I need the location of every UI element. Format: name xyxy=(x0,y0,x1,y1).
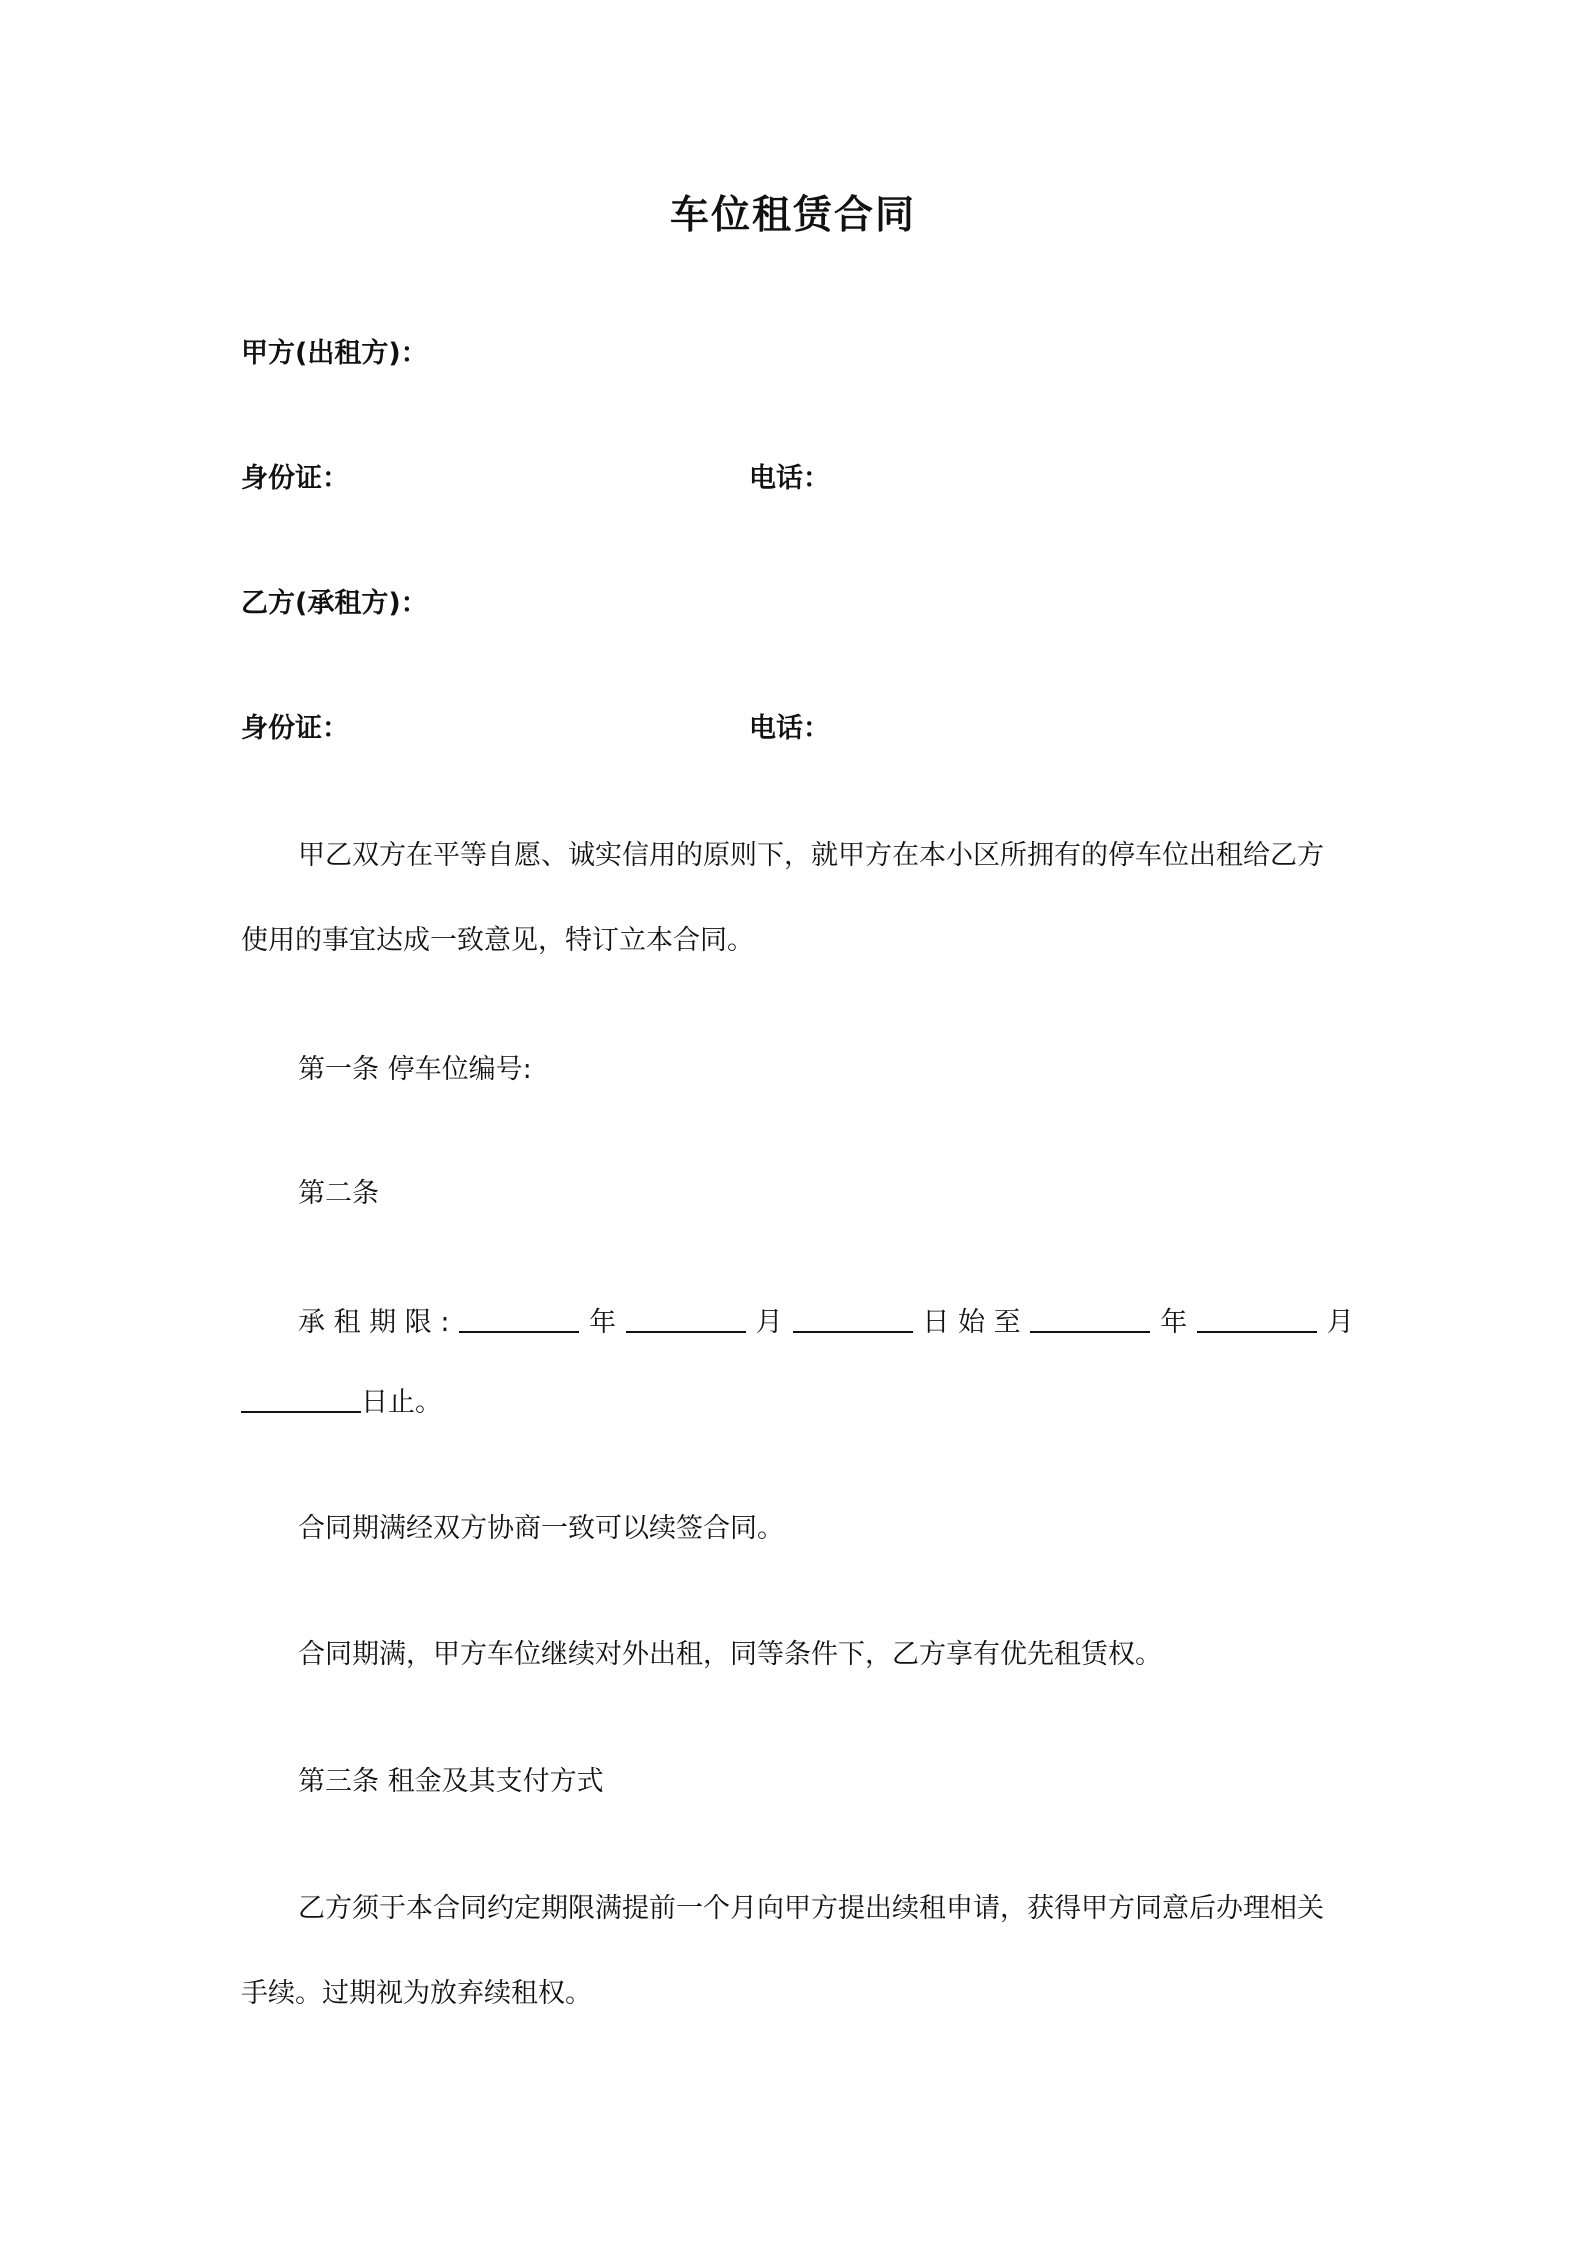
lease-term-end-line xyxy=(241,1389,442,1416)
intro-line-1: 甲乙双方在平等自愿、诚实信用的原则下，就甲方在本小区所拥有的停车位出租给乙方 xyxy=(298,840,1324,871)
intro-line-2: 使用的事宜达成一致意见，特订立本合同。 xyxy=(241,925,754,956)
lease-term-line xyxy=(298,1309,1354,1336)
notice-line-2: 手续。过期视为放弃续租权。 xyxy=(241,1978,592,2009)
end-month-unit: 月 xyxy=(1326,1307,1354,1338)
party-a-label: 甲方(出租方)： xyxy=(241,338,428,369)
end-day-unit: 日止。 xyxy=(361,1387,442,1418)
renewal-clause: 合同期满经双方协商一致可以续签合同。 xyxy=(298,1513,784,1544)
party-a-id-label: 身份证： xyxy=(241,463,349,494)
start-day-blank[interactable] xyxy=(793,1331,913,1333)
party-b-id-label: 身份证： xyxy=(241,713,349,744)
end-year-unit: 年 xyxy=(1160,1307,1188,1338)
document-title: 车位租赁合同 xyxy=(669,193,916,238)
priority-clause: 合同期满，甲方车位继续对外出租，同等条件下，乙方享有优先租赁权。 xyxy=(298,1639,1162,1670)
party-b-label: 乙方(承租方)： xyxy=(241,588,428,619)
lease-term-label: 承 租 期 限 : xyxy=(298,1307,450,1338)
article-3-heading: 第三条 租金及其支付方式 xyxy=(298,1766,604,1797)
article-2-heading: 第二条 xyxy=(298,1178,379,1209)
article-1-heading: 第一条 停车位编号: xyxy=(298,1054,532,1085)
notice-line-1: 乙方须于本合同约定期限满提前一个月向甲方提出续租申请，获得甲方同意后办理相关 xyxy=(298,1893,1324,1924)
start-month-blank[interactable] xyxy=(626,1331,746,1333)
end-year-blank[interactable] xyxy=(1030,1331,1150,1333)
party-a-phone-label: 电话： xyxy=(749,463,830,494)
start-year-unit: 年 xyxy=(589,1307,617,1338)
start-year-blank[interactable] xyxy=(459,1331,579,1333)
end-day-blank[interactable] xyxy=(241,1411,361,1413)
start-day-unit: 日 始 至 xyxy=(922,1307,1021,1338)
party-b-phone-label: 电话： xyxy=(749,713,830,744)
start-month-unit: 月 xyxy=(755,1307,783,1338)
end-month-blank[interactable] xyxy=(1197,1331,1317,1333)
